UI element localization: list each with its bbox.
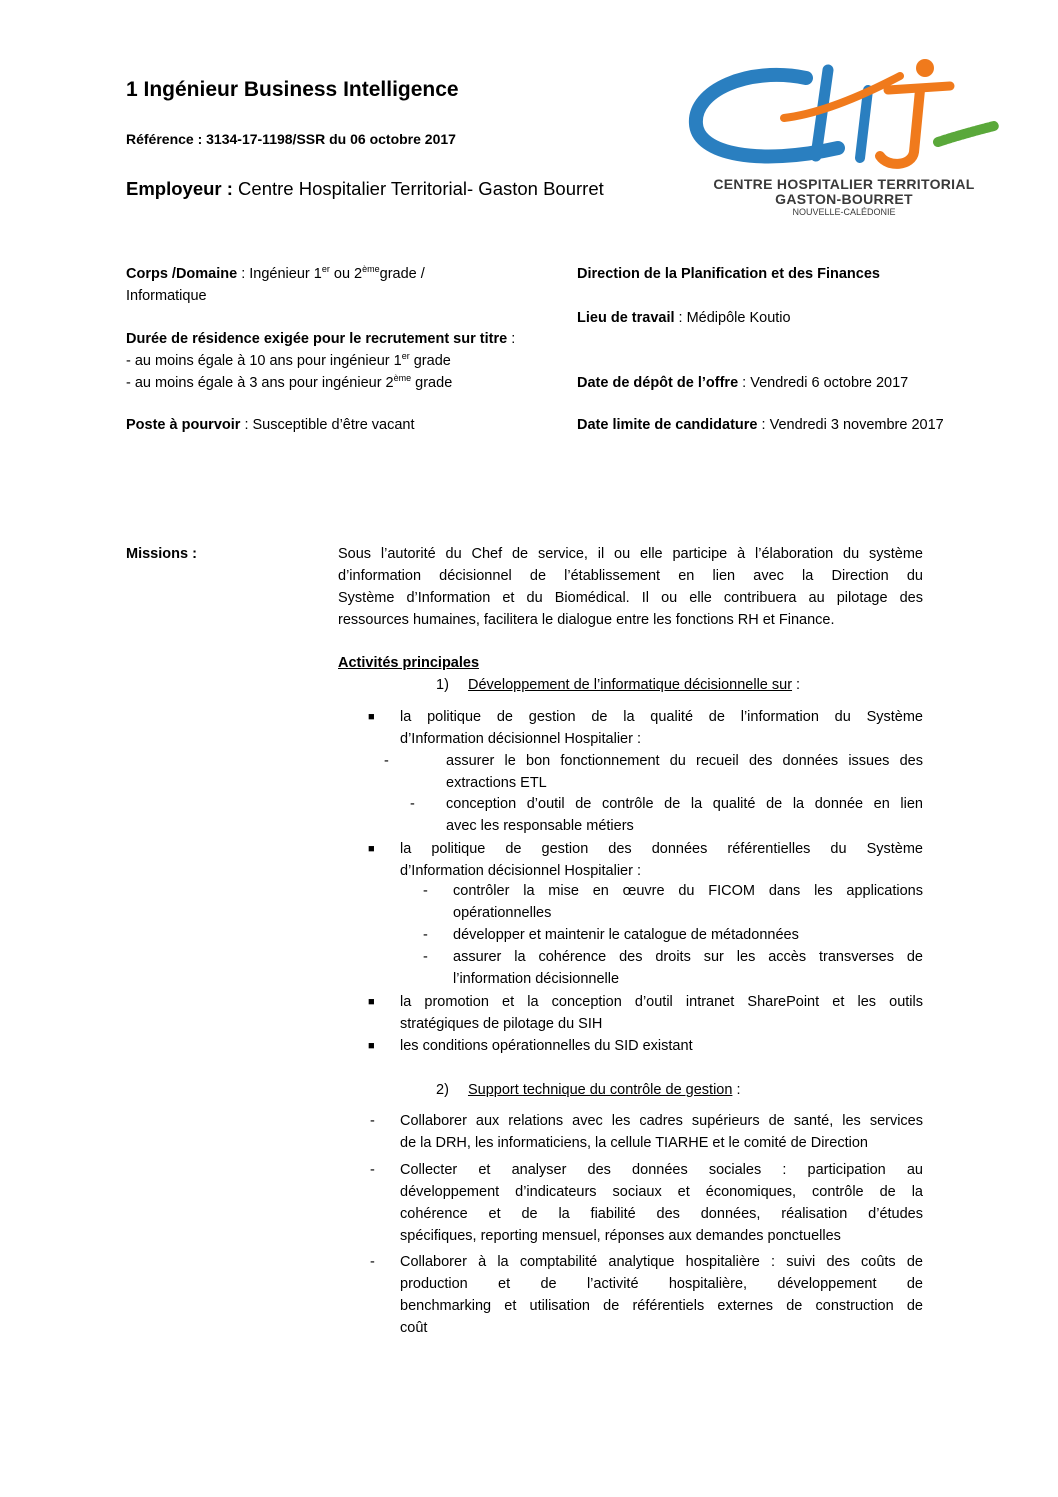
s2-line: Collaborer aux relations avec les cadres supérieurs de santé, les services — [400, 1113, 923, 1129]
s1-b3-line: la promotion et la conception d’outil intranet SharePoint et les outils — [400, 994, 923, 1010]
s1-b2-sub-3 — [423, 946, 923, 990]
dash-bullet-icon: - — [423, 927, 428, 943]
s2-line: développement d’indicateurs sociaux et économiques, contrôle de la — [400, 1184, 923, 1200]
duree-1-text: - au moins égale à 10 ans pour ingénieur 1 — [126, 353, 402, 369]
duree-1-sup: er — [401, 351, 410, 361]
lieu-label: Lieu de travail — [577, 310, 675, 326]
s1-b2-line: la politique de gestion des données référentielles du Système — [400, 841, 923, 857]
duree-1-post: grade — [409, 353, 451, 369]
s1-b2-line: d’Information décisionnel Hospitalier : — [400, 863, 641, 879]
s1-b2-sub-line: assurer la cohérence des droits sur les accès transverses de — [453, 949, 923, 965]
duree-colon: : — [507, 331, 516, 347]
section2-number: 2) — [436, 1082, 449, 1098]
s1-b2-sub-2 — [423, 924, 923, 946]
s2-item-1 — [370, 1110, 923, 1154]
s1-b1-sub-2 — [410, 793, 923, 837]
s1-b1-sub-line: conception d’outil de contrôle de la qualité de la donnée en lien — [446, 796, 923, 812]
section2-colon: : — [732, 1082, 741, 1098]
s2-line: benchmarking et utilisation de référentiels externes de construction de — [400, 1298, 923, 1314]
dash-bullet-icon: - — [370, 1254, 375, 1270]
intro-line: d’information décisionnel de l’établissement en lien avec la Direction du — [338, 568, 923, 584]
direction-label: Direction de la Planification et des Finances — [577, 266, 880, 282]
dash-bullet-icon: - — [370, 1113, 375, 1129]
corps-domaine — [126, 263, 566, 307]
section1-title: Développement de l’informatique décisionnelle sur — [468, 677, 793, 693]
s1-b4-line: les conditions opérationnelles du SID existant — [400, 1038, 693, 1054]
s1-bullet-2 — [368, 838, 923, 882]
s1-b1-line: la politique de gestion de la qualité de l’information du Système — [400, 709, 923, 725]
poste-value: : Susceptible d’être vacant — [240, 417, 415, 433]
duree-label: Durée de résidence exigée pour le recrutement sur titre — [126, 331, 508, 347]
section2-heading — [468, 1079, 740, 1101]
s1-b2-sub-line: contrôler la mise en œuvre du FICOM dans les applications — [453, 883, 923, 899]
square-bullet-icon: ■ — [368, 996, 375, 1008]
corps-label: Corps /Domaine — [126, 266, 238, 282]
s1-bullet-4 — [368, 1035, 923, 1057]
intro-line: Système d’Information et du Biomédical. Il ou elle contribuera au pilotage des — [338, 590, 923, 606]
dash-bullet-icon: - — [384, 753, 389, 769]
corps-line2: Informatique — [126, 288, 207, 304]
cht-logo — [688, 56, 1000, 222]
s1-bullet-1 — [368, 706, 923, 750]
s1-b2-sub-line: l’information décisionnelle — [453, 971, 620, 987]
square-bullet-icon: ■ — [368, 711, 375, 723]
logo-text-line2: GASTON-BOURRET — [775, 191, 913, 207]
s1-b2-sub-line: développer et maintenir le catalogue de métadonnées — [453, 927, 799, 943]
section1-heading — [468, 674, 800, 696]
date-depot — [577, 372, 908, 394]
missions-intro — [338, 543, 923, 631]
duree-2-post: grade — [411, 375, 453, 391]
s1-b1-sub-line: avec les responsable métiers — [446, 818, 634, 834]
s1-b2-sub-1 — [423, 880, 923, 924]
s2-line: cohérence et de la fiabilité des données, réalisation d’études — [400, 1206, 923, 1222]
cht-logo-graphic — [688, 56, 1000, 176]
s1-b1-sub-line: assurer le bon fonctionnement du recueil des données issues des — [446, 753, 923, 769]
section1-number: 1) — [436, 677, 449, 693]
dash-bullet-icon: - — [370, 1162, 375, 1178]
lieu-de-travail — [577, 307, 791, 329]
s2-line: Collaborer à la comptabilité analytique hospitalière : suivi des coûts de — [400, 1254, 923, 1270]
depot-value: : Vendredi 6 octobre 2017 — [738, 375, 909, 391]
s2-line: coût — [400, 1320, 428, 1336]
duree-2-sup: ème — [393, 373, 412, 383]
corps-post: grade / — [379, 266, 425, 282]
s1-b1-line: d’Information décisionnel Hospitalier : — [400, 731, 641, 747]
duree-item-2 — [126, 372, 576, 394]
s2-line: de la DRH, les informaticiens, la cellule TIARHE et le comité de Direction — [400, 1135, 868, 1151]
limite-label: Date limite de candidature — [577, 417, 758, 433]
duree-residence — [126, 328, 576, 394]
s2-line: production et de l’activité hospitalière, développement de — [400, 1276, 923, 1292]
missions-label: Missions : — [126, 546, 197, 562]
intro-line: Sous l’autorité du Chef de service, il ou elle participe à l’élaboration du système — [338, 546, 923, 562]
duree-2-text: - au moins égale à 3 ans pour ingénieur 2 — [126, 375, 394, 391]
dash-bullet-icon: - — [423, 949, 428, 965]
intro-line: ressources humaines, facilitera le dialogue entre les fonctions RH et Finance. — [338, 612, 835, 628]
employer-value: Centre Hospitalier Territorial- Gaston Bourret — [232, 178, 604, 199]
corps-text: : Ingénieur 1 — [237, 266, 322, 282]
s2-line: spécifiques, reporting mensuel, réponses aux demandes ponctuelles — [400, 1228, 841, 1244]
s1-b1-sub-line: extractions ETL — [446, 775, 547, 791]
s1-bullet-3 — [368, 991, 923, 1035]
depot-label: Date de dépôt de l’offre — [577, 375, 739, 391]
corps-sup1: er — [321, 264, 330, 274]
date-limite — [577, 414, 944, 436]
section2-title: Support technique du contrôle de gestion — [468, 1082, 733, 1098]
corps-mid: ou 2 — [329, 266, 363, 282]
square-bullet-icon: ■ — [368, 843, 375, 855]
square-bullet-icon: ■ — [368, 1040, 375, 1052]
duree-item-1 — [126, 350, 576, 372]
corps-sup2: ème — [362, 264, 380, 274]
poste-a-pourvoir — [126, 414, 415, 436]
dash-bullet-icon: - — [423, 883, 428, 899]
poste-label: Poste à pourvoir — [126, 417, 241, 433]
s2-item-2 — [370, 1159, 923, 1247]
employer-label: Employeur : — [126, 178, 233, 199]
lieu-value: : Médipôle Koutio — [674, 310, 791, 326]
reference-line: Référence : 3134-17-1198/SSR du 06 octobre 2017 — [126, 131, 456, 147]
section1-colon: : — [792, 677, 801, 693]
s1-b2-sub-line: opérationnelles — [453, 905, 552, 921]
employer-line — [126, 178, 604, 200]
logo-text-line1: CENTRE HOSPITALIER TERRITORIAL — [713, 176, 975, 192]
activites-title: Activités principales — [338, 655, 480, 671]
s1-b3-line: stratégiques de pilotage du SIH — [400, 1016, 603, 1032]
limite-value: : Vendredi 3 novembre 2017 — [757, 417, 944, 433]
s2-item-3 — [370, 1251, 923, 1339]
page-title: 1 Ingénieur Business Intelligence — [126, 78, 459, 101]
logo-text-line3: NOUVELLE-CALÉDONIE — [792, 207, 896, 217]
s2-line: Collecter et analyser des données sociales : participation au — [400, 1162, 923, 1178]
s1-b1-sub-1 — [384, 750, 923, 794]
dash-bullet-icon: - — [410, 796, 415, 812]
